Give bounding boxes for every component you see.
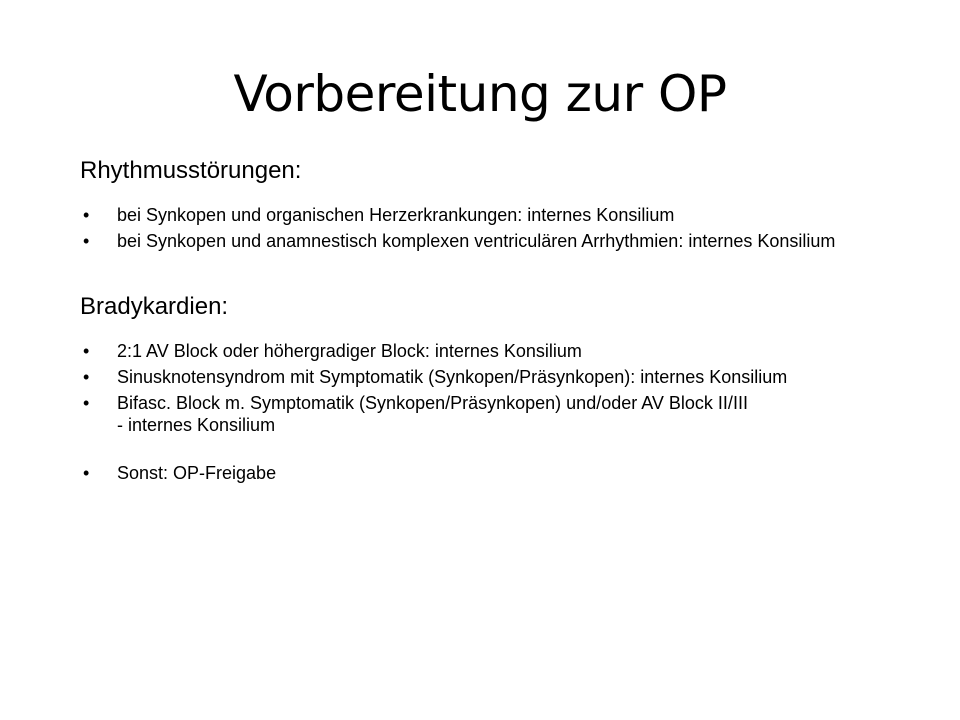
slide-content — [80, 152, 900, 488]
bullet-icon: • — [83, 341, 90, 361]
list-item-text: Sonst: OP-Freigabe — [117, 463, 277, 483]
list-item — [80, 392, 900, 436]
list-item — [80, 204, 900, 226]
bullet-icon: • — [83, 463, 90, 483]
slide-title: Vorbereitung zur OP — [233, 65, 727, 123]
list-item — [80, 462, 900, 484]
section-heading-bradykardien: Bradykardien: — [80, 293, 229, 320]
bullet-list-rhythmusstoerungen — [80, 204, 900, 252]
list-item-text: 2:1 AV Block oder höhergradiger Block: internes Konsilium — [117, 341, 582, 361]
list-item-text: bei Synkopen und organischen Herzerkrankungen: internes Konsilium — [117, 205, 675, 225]
bullet-list-bradykardien — [80, 340, 900, 484]
bullet-icon: • — [83, 367, 90, 387]
bullet-icon: • — [83, 393, 90, 413]
bullet-icon: • — [83, 205, 90, 225]
list-item-text: Bifasc. Block m. Symptomatik (Synkopen/Präsynkopen) und/oder AV Block II/III — [117, 393, 748, 413]
list-item-continuation: - internes Konsilium — [117, 415, 276, 435]
list-item — [80, 230, 900, 252]
list-item — [80, 366, 900, 388]
list-item-text: bei Synkopen und anamnestisch komplexen ventriculären Arrhythmien: internes Konsilium — [117, 231, 836, 251]
list-item — [80, 340, 900, 362]
bullet-icon: • — [83, 231, 90, 251]
section-heading-rhythmusstoerungen: Rhythmusstörungen: — [80, 157, 302, 184]
list-item-text: Sinusknotensyndrom mit Symptomatik (Synkopen/Präsynkopen): internes Konsilium — [117, 367, 788, 387]
